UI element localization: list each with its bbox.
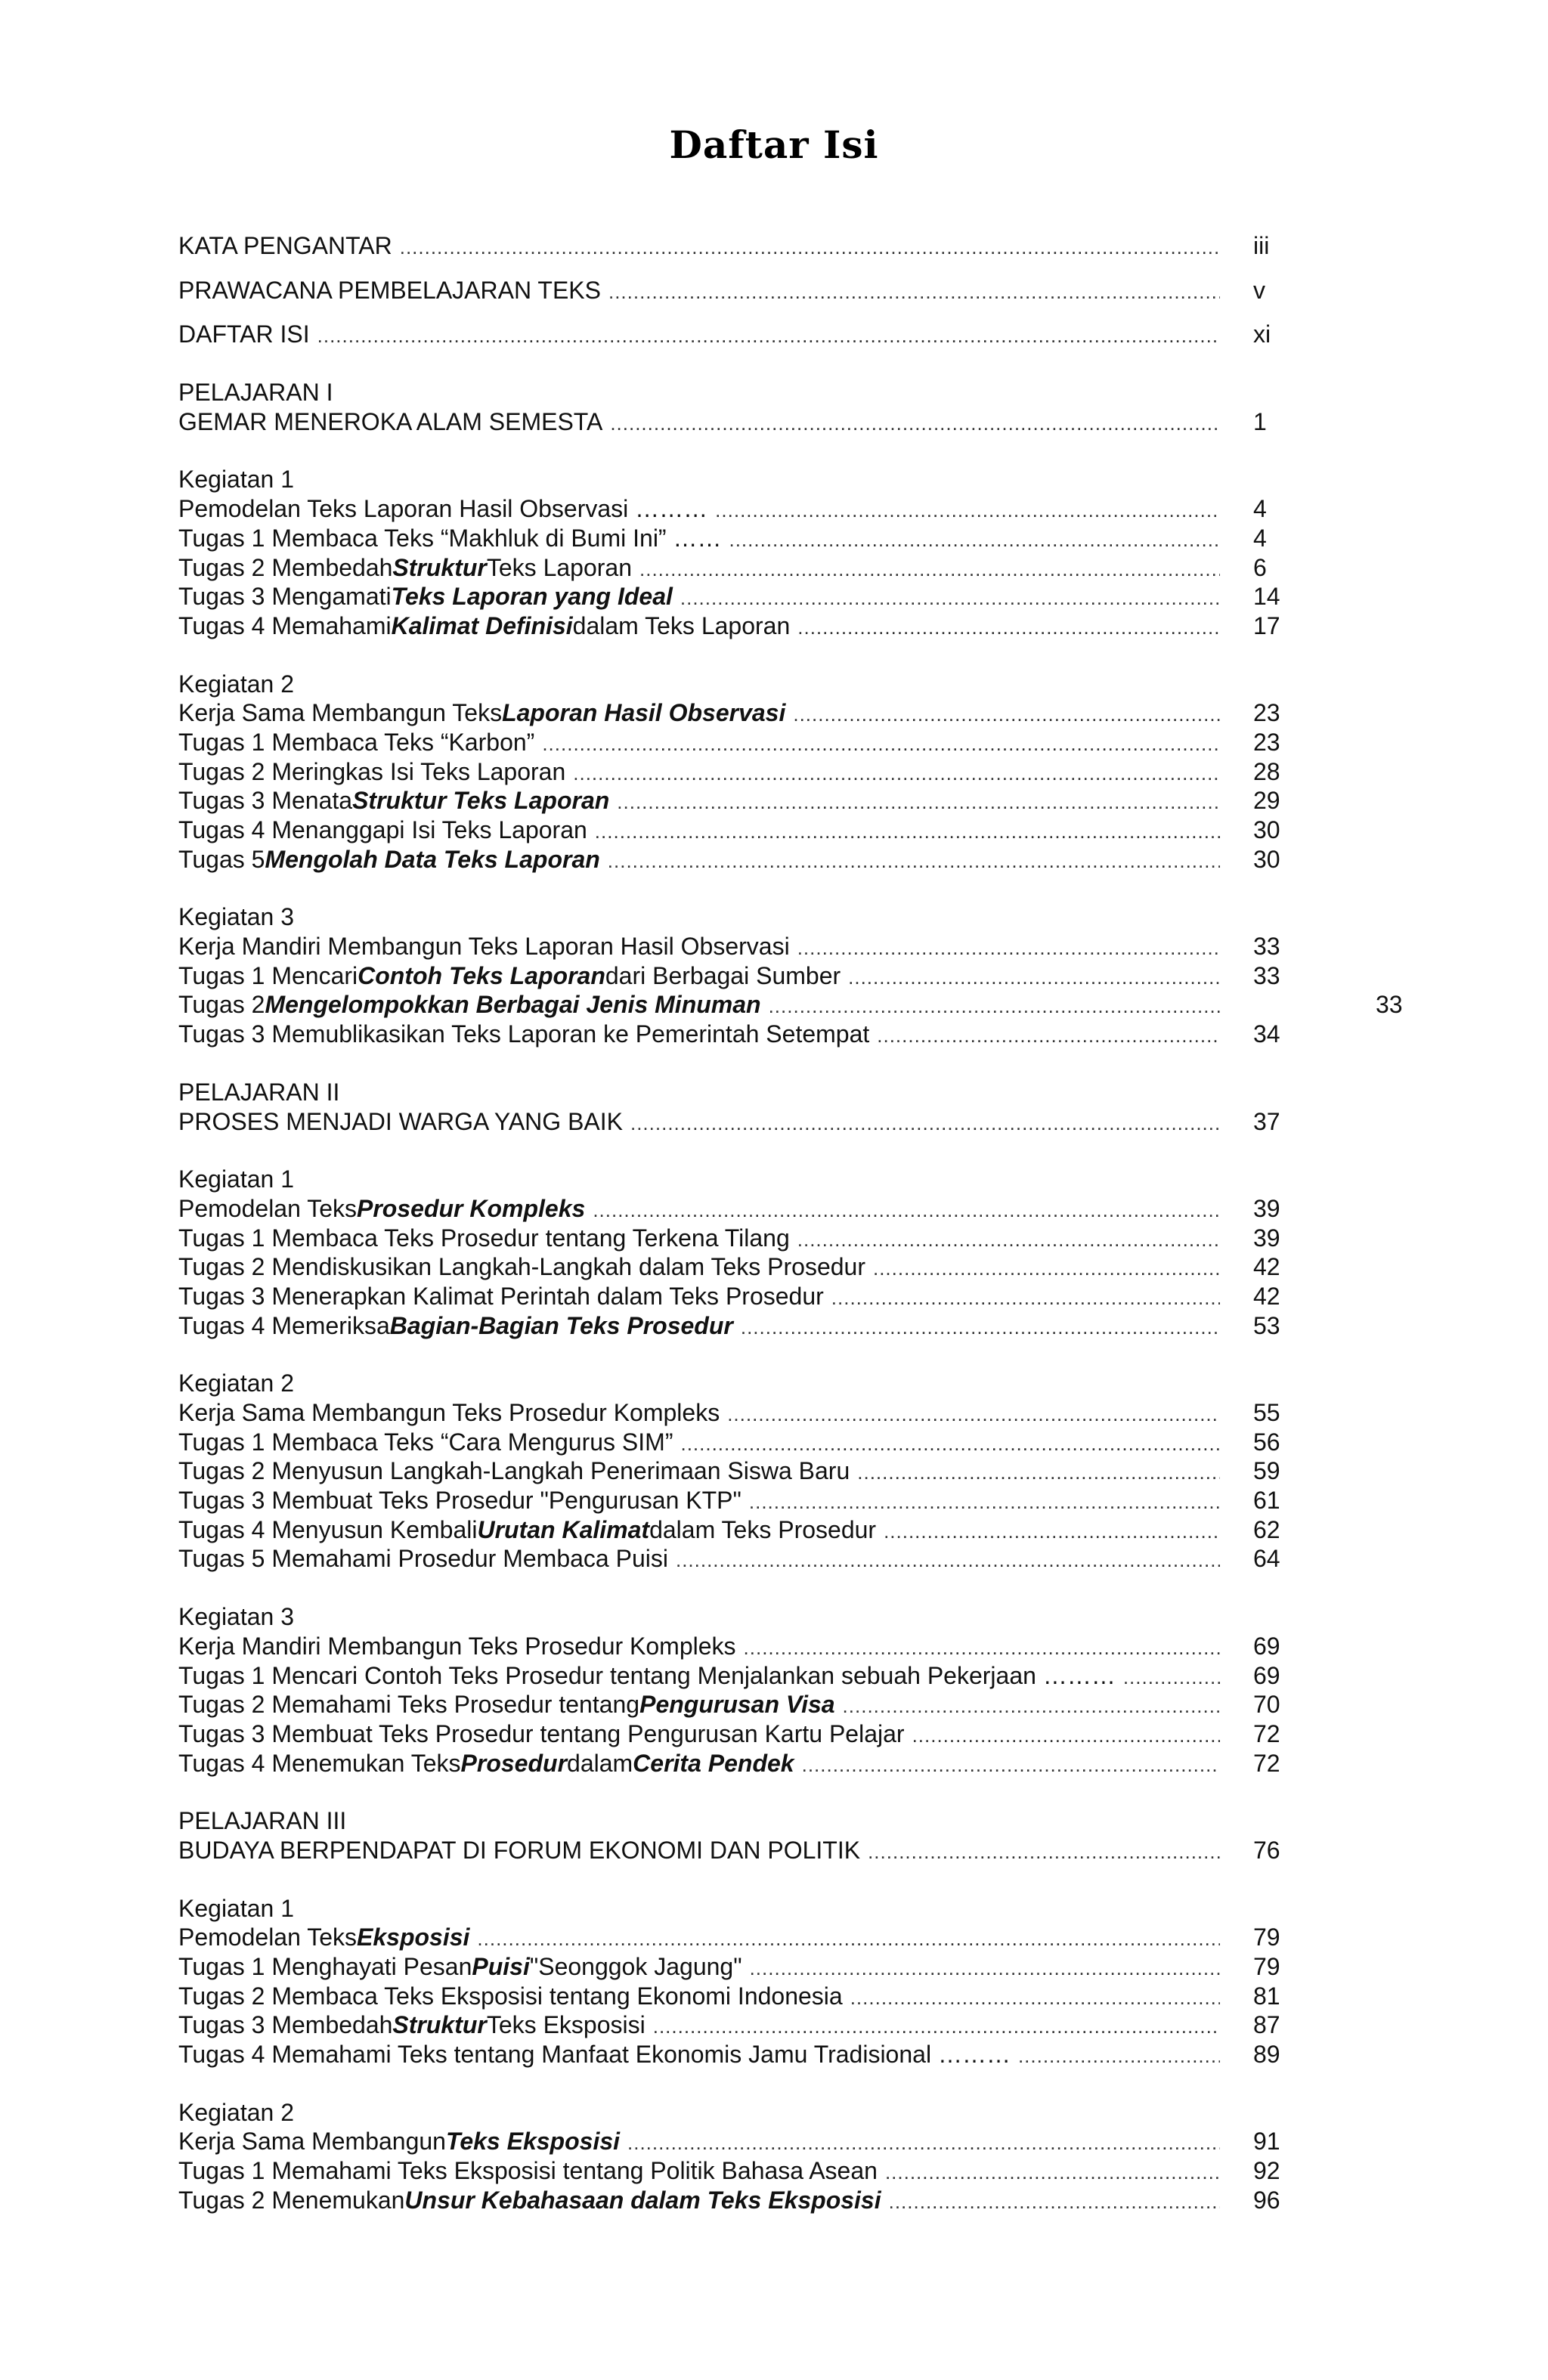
toc-page-number: 28 (1253, 757, 1280, 785)
toc-entry-emphasis: Urutan Kalimat (477, 1515, 650, 1543)
toc-page-number: 33 (1253, 961, 1280, 989)
toc-entry-title (178, 1456, 1220, 1487)
toc-entry (178, 1165, 1403, 1194)
toc-entry-text: Kerja Mandiri Membangun Teks Laporan Hasil Observasi (178, 933, 790, 961)
dot-leader (912, 1721, 1220, 1750)
toc-entry-text: Tugas 1 Menghayati Pesan (178, 1953, 472, 1980)
toc-entry-text: Tugas 2 Membedah (178, 553, 393, 581)
dot-leader (797, 1225, 1220, 1255)
toc-entry-text: Tugas 3 Membedah (178, 2011, 393, 2039)
toc-entry-text: Kegiatan 2 (178, 1370, 295, 1397)
toc-entry-text: Tugas 1 Mencari (178, 961, 358, 989)
toc-entry-text: Tugas 3 Memublikasikan Teks Laporan ke Pemerintah Setempat (178, 1020, 870, 1048)
toc-entry-emphasis: Mengelompokkan Berbagai Jenis Minuman (265, 991, 761, 1019)
toc-entry (178, 1544, 1403, 1574)
toc-entry (178, 2186, 1403, 2215)
toc-entry-text: dalam Teks Prosedur (649, 1515, 877, 1543)
toc-entry (178, 1515, 1403, 1545)
toc-entry (178, 231, 1403, 261)
toc-entry-text: Tugas 5 Memahami Prosedur Membaca Puisi (178, 1545, 668, 1573)
toc-entry-title (178, 1952, 1220, 1983)
toc-entry-emphasis: Mengolah Data Teks Laporan (265, 845, 600, 873)
toc-entry-text: Tugas 2 Menemukan (178, 2186, 405, 2214)
dot-leader (885, 2158, 1220, 2187)
toc-page-number: 79 (1253, 1923, 1280, 1951)
toc-page-number: 33 (1253, 933, 1280, 961)
toc-entry (178, 1078, 1403, 1107)
toc-entry-title (178, 2156, 1220, 2187)
toc-entry-emphasis: Eksposisi (357, 1923, 470, 1951)
toc-entry (178, 553, 1403, 583)
toc-entry-text: Kegiatan 1 (178, 1894, 295, 1922)
toc-entry-emphasis: Pengurusan Visa (639, 1691, 835, 1719)
toc-entry-title (178, 320, 1220, 351)
toc-page-number: 55 (1253, 1399, 1280, 1426)
dot-leader (680, 583, 1220, 613)
toc-entry (178, 757, 1403, 787)
toc-entry (178, 582, 1403, 611)
toc-entry-title (178, 1749, 1220, 1780)
toc-entry-text: Kegiatan 1 (178, 1165, 295, 1193)
dot-leader (769, 992, 1220, 1021)
toc-entry-text: Tugas 3 Mengamati (178, 583, 392, 611)
toc-entry (178, 611, 1403, 641)
toc-entry-text: PRAWACANA PEMBELAJARAN TEKS (178, 276, 601, 304)
toc-entry-title (178, 378, 1220, 407)
toc-entry-text: Tugas 4 Menyusun Kembali (178, 1515, 478, 1543)
dot-leader (653, 2012, 1220, 2041)
toc-entry-text: Tugas 2 Membaca Teks Eksposisi tentang Ekonomi Indonesia (178, 1982, 843, 2010)
toc-page-number: 30 (1253, 816, 1280, 843)
dot-leader (477, 1924, 1220, 1954)
toc-entry-text: Tugas 5 (178, 845, 265, 873)
toc-page-number: 23 (1253, 699, 1280, 727)
toc-page-number: 30 (1253, 845, 1280, 873)
dot-leader (542, 729, 1220, 759)
toc-entry-title (178, 2040, 1220, 2071)
toc-entry-title (178, 670, 1220, 699)
toc-entry (178, 1836, 1403, 1865)
toc-entry-text: Tugas 1 Mencari Contoh Teks Prosedur tentang Menjalankan sebuah Pekerjaan ……… (178, 1661, 1116, 1689)
toc-entry-title (178, 494, 1220, 525)
toc-entry-text: Kerja Sama Membangun Teks (178, 699, 503, 727)
toc-entry-title (178, 698, 1220, 729)
toc-entry-title (178, 1690, 1220, 1721)
toc-entry-text: Tugas 4 Menanggapi Isi Teks Laporan (178, 816, 587, 843)
dot-leader (797, 933, 1220, 963)
toc-entry (178, 728, 1403, 757)
toc-entry-title (178, 1224, 1220, 1255)
dot-leader (608, 277, 1220, 307)
toc-page-number: 91 (1253, 2128, 1280, 2156)
toc-entry (178, 1923, 1403, 1952)
dot-leader (797, 613, 1220, 642)
toc-page-number: 70 (1253, 1691, 1280, 1719)
dot-leader (744, 1633, 1220, 1663)
toc-entry-text: Tugas 2 (178, 991, 265, 1019)
toc-entry (178, 1719, 1403, 1749)
toc-entry (178, 1194, 1403, 1224)
toc-entry (178, 698, 1403, 728)
toc-entry-emphasis: Bagian-Bagian Teks Prosedur (389, 1311, 733, 1339)
toc-entry-title (178, 276, 1220, 307)
toc-entry (178, 2156, 1403, 2186)
toc-entry (178, 1252, 1403, 1282)
toc-entry (178, 845, 1403, 874)
toc-page-number: iii (1253, 232, 1270, 259)
dot-leader (877, 1021, 1220, 1051)
toc-page-number: 56 (1253, 1428, 1280, 1456)
toc-entry-text: Kegiatan 1 (178, 466, 295, 494)
toc-entry-text: Teks Eksposisi (486, 2011, 646, 2039)
dot-leader (680, 1429, 1220, 1459)
dot-leader (727, 1400, 1220, 1429)
toc-entry (178, 1020, 1403, 1049)
toc-page-number: 42 (1253, 1282, 1280, 1310)
toc-entry-title (178, 582, 1220, 613)
toc-entry (178, 1398, 1403, 1428)
toc-page-number: 69 (1253, 1632, 1280, 1660)
toc-page-number: 89 (1253, 2041, 1280, 2069)
toc-entry (178, 1282, 1403, 1311)
toc-entry (178, 407, 1403, 437)
dot-leader (639, 555, 1220, 584)
dot-leader (595, 817, 1220, 846)
dot-leader (729, 525, 1220, 555)
toc-entry (178, 670, 1403, 699)
toc-entry-text: Tugas 1 Membaca Teks “Makhluk di Bumi Ini” …… (178, 524, 722, 552)
toc-entry-text: Kerja Sama Membangun Teks Prosedur Kompleks (178, 1399, 720, 1426)
dot-leader (750, 1954, 1220, 1983)
toc-page-number: 61 (1253, 1487, 1280, 1515)
dot-leader (857, 1458, 1220, 1487)
toc-page-number: 81 (1253, 1982, 1280, 2010)
toc-entry (178, 1690, 1403, 1719)
toc-entry (178, 465, 1403, 494)
toc-entry (178, 1369, 1403, 1398)
toc-entry-title (178, 1894, 1220, 1923)
toc-entry-text: dalam (567, 1749, 633, 1777)
toc-page-number: 72 (1253, 1719, 1280, 1747)
toc-page-number: v (1253, 276, 1265, 304)
dot-leader (802, 1750, 1220, 1780)
toc-entry (178, 2010, 1403, 2040)
toc-entry-emphasis: Teks Laporan yang Ideal (391, 583, 673, 611)
dot-leader (873, 1254, 1220, 1283)
toc-entry (178, 961, 1403, 991)
toc-entry (178, 1894, 1403, 1923)
toc-entry-text: GEMAR MENEROKA ALAM SEMESTA (178, 407, 603, 435)
toc-page-number: 39 (1253, 1224, 1280, 1252)
toc-entry-title (178, 1602, 1220, 1632)
toc-page-number: 6 (1253, 553, 1267, 581)
toc-entry-emphasis: Puisi (472, 1953, 530, 1980)
toc-page-number: xi (1253, 320, 1271, 348)
toc-entry (178, 1632, 1403, 1661)
dot-leader (1018, 2041, 1220, 2071)
toc-entry-title (178, 465, 1220, 494)
toc-entry-title (178, 1107, 1220, 1138)
toc-entry (178, 1982, 1403, 2011)
toc-entry-text: Tugas 3 Membuat Teks Prosedur "Pengurusan KTP" (178, 1487, 741, 1515)
toc-entry-title (178, 1428, 1220, 1459)
dot-leader (608, 846, 1220, 876)
toc-entry-title (178, 728, 1220, 759)
toc-entry-emphasis: Unsur Kebahasaan dalam Teks Eksposisi (404, 2186, 881, 2214)
dot-leader (400, 233, 1220, 262)
toc-entry-title (178, 553, 1220, 584)
toc-entry-title (178, 1632, 1220, 1663)
toc-entry-text: PELAJARAN I (178, 379, 333, 407)
dot-leader (793, 700, 1220, 729)
dot-leader (848, 963, 1220, 992)
toc-entry-text: Kerja Sama Membangun (178, 2128, 446, 2156)
toc-page-number: 39 (1253, 1194, 1280, 1222)
toc-entry-text: Pemodelan Teks (178, 1923, 357, 1951)
toc-entry-title (178, 1311, 1220, 1342)
toc-page-number: 62 (1253, 1515, 1280, 1543)
toc-page-number: 72 (1253, 1749, 1280, 1777)
table-of-contents (178, 231, 1403, 2215)
toc-page-number: 23 (1253, 728, 1280, 756)
toc-entry-text: "Seonggok Jagung" (529, 1953, 742, 1980)
toc-entry-title (178, 990, 1220, 1021)
dot-leader (317, 321, 1220, 351)
dot-leader (749, 1487, 1220, 1517)
toc-entry-text: Pemodelan Teks Laporan Hasil Observasi ……… (178, 495, 708, 523)
toc-entry-title (178, 1515, 1220, 1546)
toc-page-number: 33 (1376, 991, 1403, 1019)
toc-page-number: 96 (1253, 2186, 1280, 2214)
toc-entry-text: dari Berbagai Sumber (605, 961, 841, 989)
toc-page-number: 14 (1253, 583, 1280, 611)
toc-entry-emphasis: Struktur Teks Laporan (352, 787, 610, 815)
toc-page-number: 29 (1253, 787, 1280, 815)
toc-entry (178, 786, 1403, 816)
toc-entry-text: Kegiatan 3 (178, 1603, 295, 1631)
dot-leader (1123, 1663, 1220, 1692)
toc-entry-title (178, 961, 1220, 992)
toc-entry-title (178, 1486, 1220, 1517)
toc-entry-emphasis: Teks Eksposisi (445, 2128, 621, 2156)
toc-entry-title (178, 231, 1220, 262)
toc-entry-text: BUDAYA BERPENDAPAT DI FORUM EKONOMI DAN POLITIK (178, 1836, 861, 1864)
toc-entry (178, 1428, 1403, 1457)
toc-entry (178, 494, 1403, 524)
toc-entry-text: Tugas 3 Membuat Teks Prosedur tentang Pengurusan Kartu Pelajar (178, 1719, 905, 1747)
toc-entry-text: Tugas 1 Membaca Teks “Cara Mengurus SIM” (178, 1428, 673, 1456)
toc-entry-title (178, 757, 1220, 788)
dot-leader (850, 1983, 1220, 2013)
toc-entry (178, 1224, 1403, 1253)
toc-page-number: 1 (1253, 407, 1267, 435)
toc-entry-text: Kegiatan 2 (178, 2098, 295, 2126)
toc-entry-text: Tugas 4 Memahami (178, 611, 392, 639)
toc-entry-title (178, 786, 1220, 817)
toc-entry-text: PROSES MENJADI WARGA YANG BAIK (178, 1107, 623, 1135)
toc-entry-text: Kerja Mandiri Membangun Teks Prosedur Kompleks (178, 1632, 736, 1660)
toc-entry (178, 902, 1403, 932)
dot-leader (868, 1837, 1220, 1867)
toc-page-number: 53 (1253, 1311, 1280, 1339)
toc-entry-text: PELAJARAN III (178, 1807, 347, 1835)
toc-entry-title (178, 1661, 1220, 1692)
toc-entry-text: Tugas 2 Meringkas Isi Teks Laporan (178, 757, 566, 785)
toc-entry-title (178, 1282, 1220, 1313)
dot-leader (610, 409, 1220, 438)
dot-leader (593, 1196, 1220, 1225)
dot-leader (573, 759, 1220, 788)
toc-entry (178, 1749, 1403, 1778)
toc-entry-title (178, 1806, 1220, 1836)
toc-page-number: 79 (1253, 1953, 1280, 1980)
toc-entry-title (178, 1544, 1220, 1575)
toc-page-number: 4 (1253, 524, 1267, 552)
toc-entry-text: Tugas 2 Memahami Teks Prosedur tentang (178, 1691, 640, 1719)
toc-entry (178, 816, 1403, 845)
toc-entry-title (178, 1165, 1220, 1194)
toc-entry-title (178, 1020, 1220, 1051)
toc-entry-text: Teks Laporan (486, 553, 632, 581)
toc-entry (178, 1806, 1403, 1836)
toc-entry (178, 378, 1403, 407)
toc-entry-title (178, 2186, 1220, 2217)
toc-entry-text: Tugas 4 Memeriksa (178, 1311, 390, 1339)
toc-entry (178, 990, 1403, 1020)
toc-entry-text: Tugas 2 Menyusun Langkah-Langkah Penerimaan Siswa Baru (178, 1457, 850, 1485)
dot-leader (715, 496, 1220, 525)
toc-page-number: 69 (1253, 1661, 1280, 1689)
toc-entry (178, 932, 1403, 961)
dot-leader (676, 1546, 1220, 1575)
toc-entry (178, 1661, 1403, 1691)
toc-entry-emphasis: Struktur (392, 2011, 487, 2039)
toc-entry-title (178, 845, 1220, 876)
dot-leader (884, 1517, 1220, 1546)
toc-entry-title (178, 524, 1220, 555)
toc-entry-text: Kegiatan 3 (178, 903, 295, 931)
toc-page-number: 87 (1253, 2011, 1280, 2039)
toc-entry (178, 276, 1403, 305)
toc-page-number: 4 (1253, 495, 1267, 523)
toc-entry (178, 524, 1403, 553)
toc-entry-text: Tugas 3 Menata (178, 787, 353, 815)
toc-entry-title (178, 1194, 1220, 1225)
toc-page-number: 17 (1253, 611, 1280, 639)
toc-entry-emphasis: Kalimat Definisi (391, 611, 573, 639)
toc-entry-emphasis: Prosedur (460, 1749, 568, 1777)
toc-entry-text: Tugas 3 Menerapkan Kalimat Perintah dalam Teks Prosedur (178, 1282, 824, 1310)
toc-page-number: 92 (1253, 2157, 1280, 2185)
page-title: Daftar Isi (669, 122, 879, 167)
toc-entry (178, 1602, 1403, 1632)
dot-leader (843, 1691, 1220, 1721)
toc-entry-title (178, 2127, 1220, 2158)
toc-entry-emphasis: Contoh Teks Laporan (358, 961, 605, 989)
toc-entry-title (178, 2098, 1220, 2128)
toc-entry (178, 1486, 1403, 1515)
dot-leader (741, 1313, 1220, 1342)
toc-entry-text: KATA PENGANTAR (178, 232, 392, 259)
toc-entry (178, 1456, 1403, 1486)
toc-entry (178, 2127, 1403, 2156)
toc-entry (178, 2040, 1403, 2069)
toc-entry-text: Tugas 4 Menemukan Teks (178, 1749, 461, 1777)
toc-entry-title (178, 1252, 1220, 1283)
toc-entry-title (178, 1923, 1220, 1954)
toc-entry-emphasis: Cerita Pendek (633, 1749, 794, 1777)
toc-entry (178, 320, 1403, 349)
toc-page-number: 37 (1253, 1107, 1280, 1135)
toc-entry-text: Tugas 1 Membaca Teks Prosedur tentang Terkena Tilang (178, 1224, 790, 1252)
toc-entry-text: DAFTAR ISI (178, 320, 310, 348)
toc-page-number: 76 (1253, 1836, 1280, 1864)
toc-entry-title (178, 1398, 1220, 1429)
toc-entry-title (178, 2010, 1220, 2041)
toc-entry-text: Kegiatan 2 (178, 670, 295, 698)
toc-entry (178, 1952, 1403, 1982)
dot-leader (889, 2187, 1220, 2217)
dot-leader (617, 788, 1220, 817)
toc-entry-text: Tugas 4 Memahami Teks tentang Manfaat Ekonomis Jamu Tradisional ……… (178, 2041, 1011, 2069)
toc-entry-title (178, 1836, 1220, 1867)
toc-entry-title (178, 611, 1220, 642)
toc-entry-emphasis: Prosedur Kompleks (357, 1194, 586, 1222)
toc-entry-title (178, 1982, 1220, 2013)
dot-leader (831, 1283, 1220, 1313)
dot-leader (627, 2128, 1220, 2158)
toc-entry-text: Tugas 1 Membaca Teks “Karbon” (178, 728, 535, 756)
toc-entry (178, 2098, 1403, 2128)
toc-page-number: 59 (1253, 1457, 1280, 1485)
toc-entry-title (178, 932, 1220, 963)
toc-entry-title (178, 1078, 1220, 1107)
toc-entry-title (178, 816, 1220, 846)
toc-entry-title (178, 407, 1220, 438)
toc-entry-title (178, 1719, 1220, 1750)
toc-entry-text: dalam Teks Laporan (572, 611, 791, 639)
toc-entry (178, 1107, 1403, 1137)
dot-leader (630, 1109, 1220, 1138)
toc-entry-title (178, 902, 1220, 932)
toc-entry-emphasis: Laporan Hasil Observasi (502, 699, 786, 727)
toc-entry-text: PELAJARAN II (178, 1078, 340, 1106)
toc-page-number: 42 (1253, 1253, 1280, 1281)
toc-page-number: 34 (1253, 1020, 1280, 1048)
toc-entry-emphasis: Struktur (392, 553, 487, 581)
toc-page-number: 64 (1253, 1545, 1280, 1573)
toc-entry-text: Tugas 2 Mendiskusikan Langkah-Langkah dalam Teks Prosedur (178, 1253, 865, 1281)
toc-entry (178, 1311, 1403, 1341)
toc-entry-text: Tugas 1 Memahami Teks Eksposisi tentang Politik Bahasa Asean (178, 2157, 878, 2185)
toc-entry-text: Pemodelan Teks (178, 1194, 357, 1222)
toc-entry-title (178, 1369, 1220, 1398)
